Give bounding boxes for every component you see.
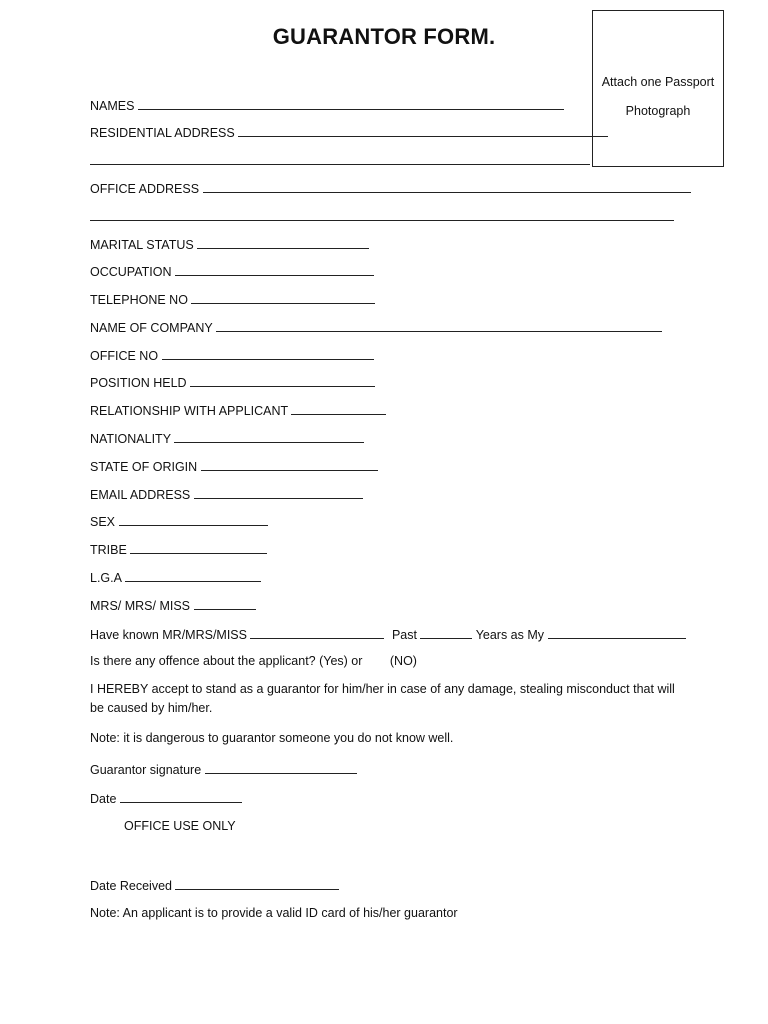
date-received-blank[interactable] xyxy=(175,876,339,890)
occupation-row xyxy=(90,262,374,280)
past-label: Past xyxy=(391,628,417,642)
date-label: Date xyxy=(90,792,117,806)
form-title: GUARANTOR FORM. xyxy=(272,24,496,49)
offence-row xyxy=(90,653,417,669)
names-blank[interactable] xyxy=(138,96,564,110)
names-label: NAMES xyxy=(90,99,135,113)
email-label: EMAIL ADDRESS xyxy=(90,488,191,502)
residential-address-blank-2[interactable] xyxy=(90,151,590,165)
telephone-blank[interactable] xyxy=(191,290,375,304)
office-address-blank-2[interactable] xyxy=(90,207,674,221)
marital-status-row xyxy=(90,235,369,253)
title-label: MRS/ MRS/ MISS xyxy=(90,599,191,613)
company-name-row xyxy=(90,318,662,336)
date-blank[interactable] xyxy=(120,789,242,803)
marital-status-label: MARITAL STATUS xyxy=(90,238,194,252)
years-as-my-label: Years as My xyxy=(475,628,545,642)
state-of-origin-blank[interactable] xyxy=(201,457,378,471)
tribe-blank[interactable] xyxy=(130,540,267,554)
declaration-text: I HEREBY accept to stand as a guarantor for him/her in case of any damage, stealing misconduct that will be caused by him/her. xyxy=(90,682,675,715)
office-use-heading: OFFICE USE ONLY xyxy=(124,819,236,833)
residential-address-row-2 xyxy=(90,151,590,169)
nationality-blank[interactable] xyxy=(174,429,364,443)
offence-question: Is there any offence about the applicant? (Yes) or xyxy=(90,654,363,668)
email-blank[interactable] xyxy=(194,485,363,499)
lga-label: L.G.A xyxy=(90,571,122,585)
relationship-row xyxy=(90,401,386,419)
sex-label: SEX xyxy=(90,515,116,529)
office-address-row-2 xyxy=(90,207,674,225)
past-blank[interactable] xyxy=(420,625,472,639)
occupation-label: OCCUPATION xyxy=(90,265,172,279)
title-blank[interactable] xyxy=(194,596,256,610)
offence-no-option[interactable]: (NO) xyxy=(389,654,417,668)
note-danger: Note: it is dangerous to guarantor someone you do not know well. xyxy=(90,731,454,745)
position-held-label: POSITION HELD xyxy=(90,376,187,390)
relationship-label: RELATIONSHIP WITH APPLICANT xyxy=(90,404,288,418)
nationality-row xyxy=(90,429,364,447)
have-known-label: Have known MR/MRS/MISS xyxy=(90,628,247,642)
telephone-label: TELEPHONE NO xyxy=(90,293,188,307)
date-received-row xyxy=(90,876,339,894)
have-known-blank[interactable] xyxy=(250,625,384,639)
passport-photo-box[interactable] xyxy=(592,10,724,167)
sex-blank[interactable] xyxy=(119,512,268,526)
office-address-blank[interactable] xyxy=(203,179,691,193)
email-row xyxy=(90,485,363,503)
tribe-label: TRIBE xyxy=(90,543,127,557)
company-name-label: NAME OF COMPANY xyxy=(90,321,213,335)
state-of-origin-row xyxy=(90,457,378,475)
date-received-label: Date Received xyxy=(90,879,172,893)
photo-box-line1: Attach one Passport xyxy=(601,75,715,89)
lga-row xyxy=(90,568,261,586)
residential-address-blank[interactable] xyxy=(238,123,608,137)
position-held-blank[interactable] xyxy=(190,373,375,387)
residential-address-label: RESIDENTIAL ADDRESS xyxy=(90,126,235,140)
office-address-label: OFFICE ADDRESS xyxy=(90,182,200,196)
office-no-label: OFFICE NO xyxy=(90,349,159,363)
tribe-row xyxy=(90,540,267,558)
names-row xyxy=(90,96,564,114)
date-row xyxy=(90,789,242,807)
office-no-row xyxy=(90,346,374,364)
years-as-my-blank[interactable] xyxy=(548,625,686,639)
signature-row xyxy=(90,760,357,778)
nationality-label: NATIONALITY xyxy=(90,432,171,446)
note-id: Note: An applicant is to provide a valid ID card of his/her guarantor xyxy=(90,906,458,920)
position-held-row xyxy=(90,373,375,391)
state-of-origin-label: STATE OF ORIGIN xyxy=(90,460,198,474)
have-known-row xyxy=(90,625,686,643)
photo-box-line2: Photograph xyxy=(625,104,691,118)
lga-blank[interactable] xyxy=(125,568,261,582)
company-name-blank[interactable] xyxy=(216,318,662,332)
sex-row xyxy=(90,512,268,530)
office-no-blank[interactable] xyxy=(162,346,374,360)
marital-status-blank[interactable] xyxy=(197,235,369,249)
residential-address-row xyxy=(90,123,608,141)
telephone-row xyxy=(90,290,375,308)
relationship-blank[interactable] xyxy=(291,401,386,415)
signature-label: Guarantor signature xyxy=(90,763,202,777)
title-row xyxy=(90,596,256,614)
signature-blank[interactable] xyxy=(205,760,357,774)
occupation-blank[interactable] xyxy=(175,262,374,276)
office-address-row xyxy=(90,179,691,197)
